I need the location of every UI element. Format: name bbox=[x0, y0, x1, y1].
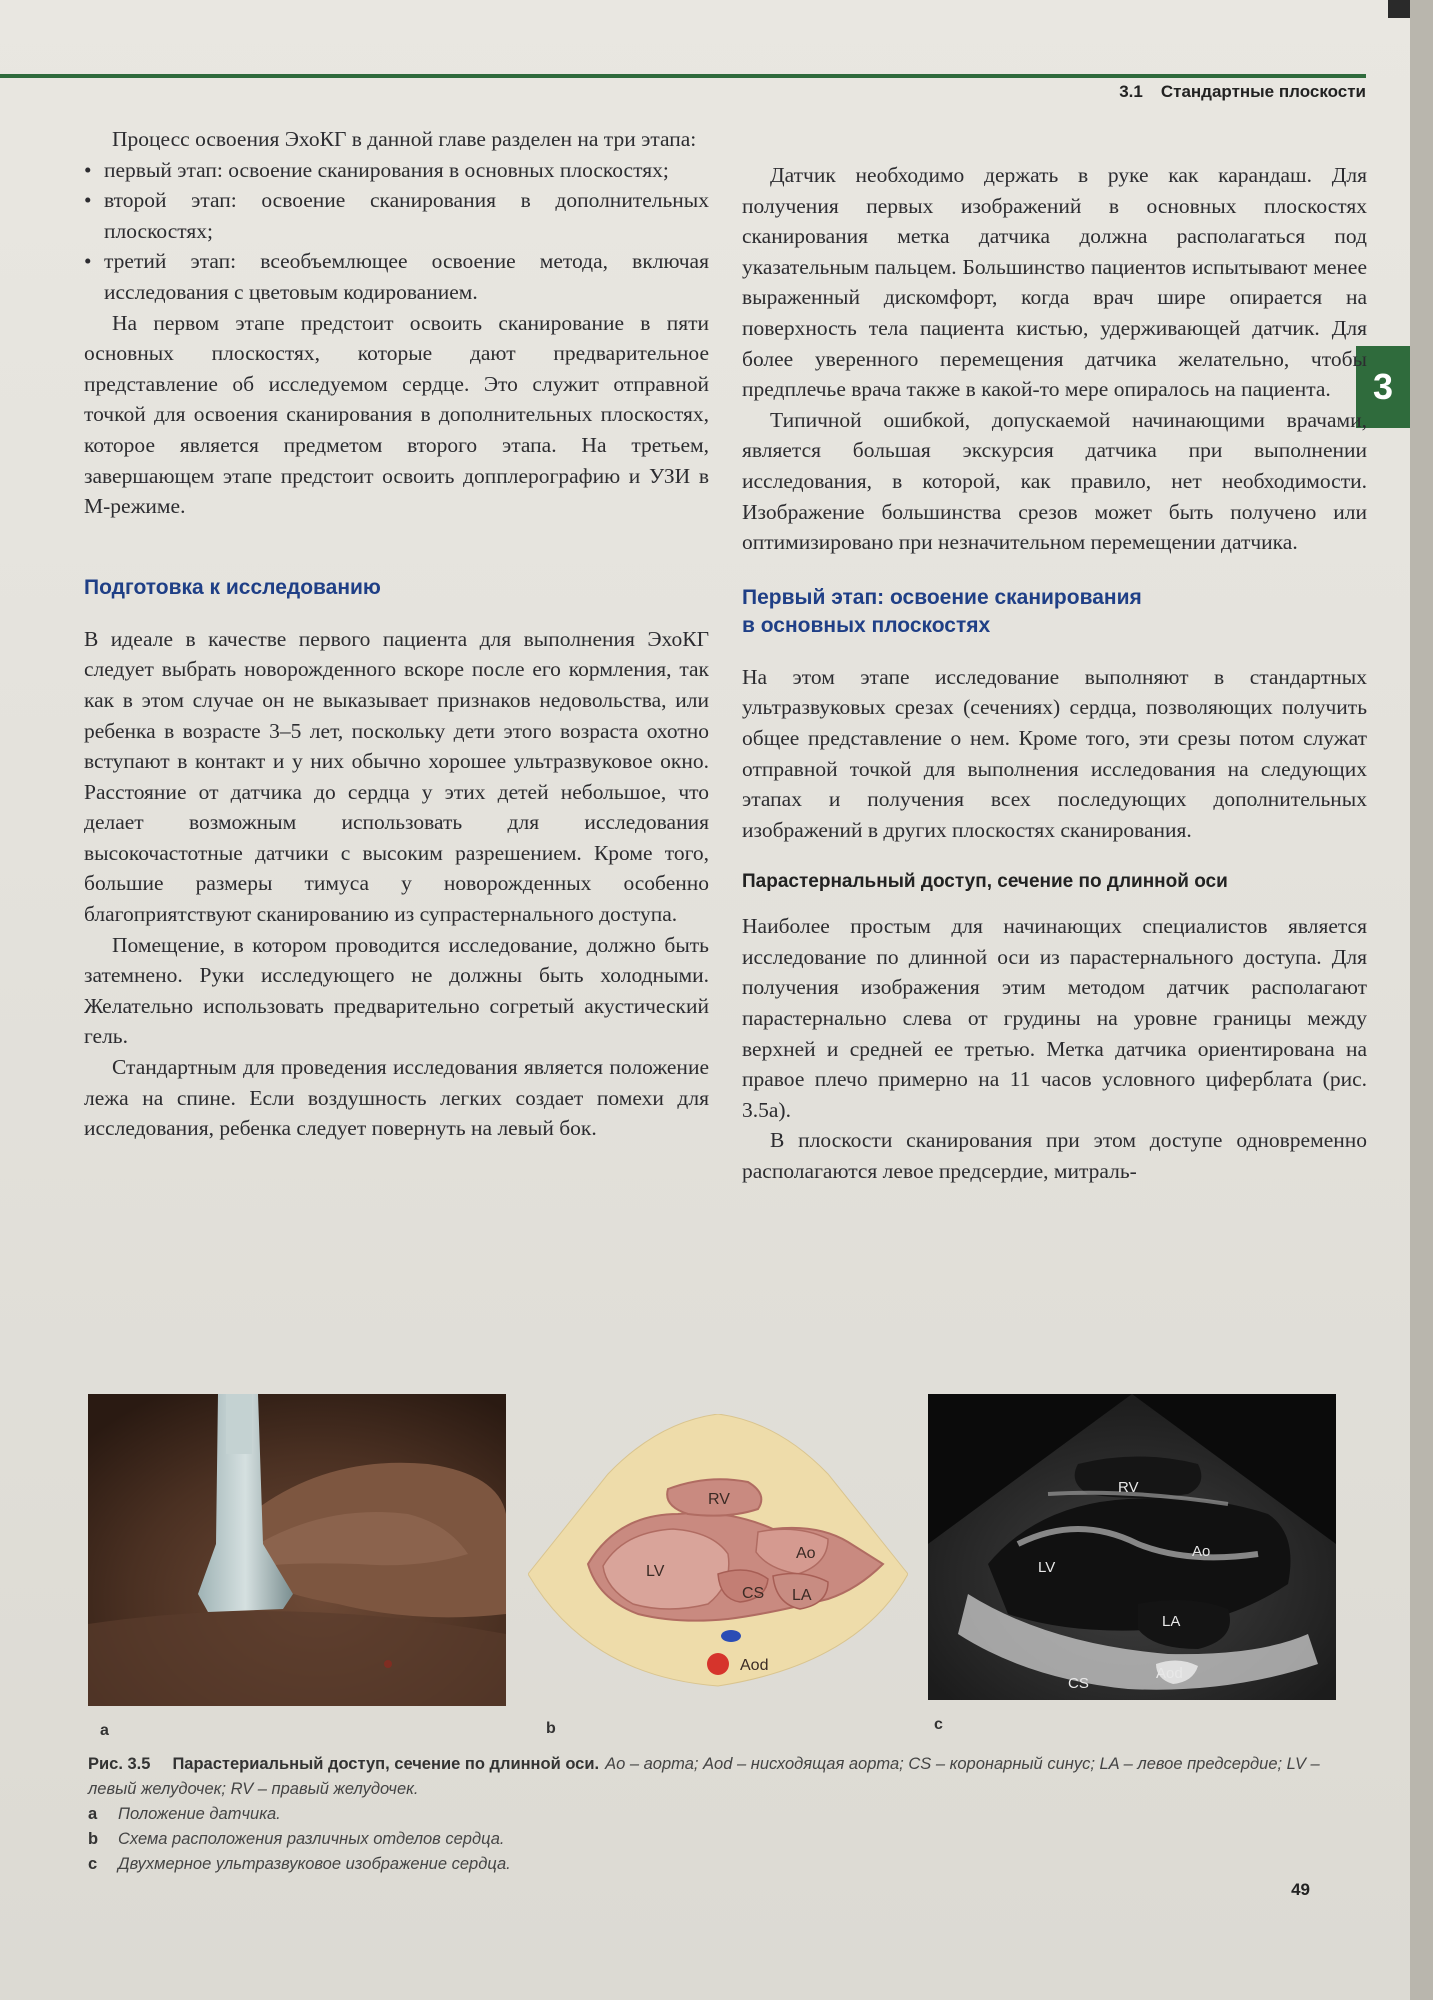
figure-letter-a: a bbox=[100, 1722, 109, 1739]
paragraph: Стандартным для проведения исследования является положение лежа на спине. Если воздушность легких создает помехи для исследования, ребенка следует повернуть на левый бок. bbox=[84, 1055, 709, 1141]
caption-sub-letter: a bbox=[88, 1805, 98, 1823]
label-aod: Aod bbox=[740, 1657, 769, 1674]
paragraph: Типичной ошибкой, допускаемой начинающими врачами, является большая экскурсия датчика при выполнении исследования, в которой, как правило, нет необходимости. Изображение большинства срезов может быть получено или оптимизировано при незначительном перемещении датчика. bbox=[742, 407, 1367, 555]
header-rule bbox=[0, 74, 1366, 78]
caption-sub bbox=[88, 1827, 1348, 1852]
figure-letter-c: c bbox=[934, 1716, 943, 1733]
chapter-tab: 3 bbox=[1356, 346, 1410, 428]
caption-sub bbox=[88, 1802, 1348, 1827]
probe-photo-illustration bbox=[88, 1394, 506, 1706]
echo-label-lv: LV bbox=[1038, 1559, 1056, 1576]
caption-text: Ao – аорта; Aod – нисходящая аорта; CS – коронарный синус; LA – левое предсердие; LV – левый желудочек; RV – правый желудочек. bbox=[88, 1755, 1320, 1798]
running-header bbox=[1119, 82, 1366, 102]
label-ao: Ao bbox=[796, 1545, 816, 1562]
caption-sub-text: Положение датчика. bbox=[118, 1805, 281, 1823]
paragraph: В плоскости сканирования при этом доступе одновременно располагаются левое предсердие, митраль- bbox=[742, 1128, 1367, 1184]
caption-sub-text: Двухмерное ультразвуковое изображение сердца. bbox=[118, 1855, 511, 1873]
paragraph: Датчик необходимо держать в руке как карандаш. Для получения первых изображений в основных плоскостях сканирования метка датчика должна располагаться под указательным пальцем. Большинство пациентов испытывают менее выраженный дискомфорт, когда врач шире опирается на поверхность тела пациента кистью, удерживающей датчик. Для более уверенного перемещения датчика желательно, чтобы предплечье врача также в какой-то мере опиралось на пациента. bbox=[742, 163, 1367, 402]
label-lv: LV bbox=[646, 1563, 665, 1580]
paragraph: В идеале в качестве первого пациента для выполнения ЭхоКГ следует выбрать новорожденного вскоре после его кормления, так как в этом случае он не выказывает признаков недовольства, или ребенка в возрасте 3–5 лет, поскольку дети этого возраста охотно вступают в контакт и у них обычно хорошее ультразвуковое окно. Расстояние от датчика до сердца у этих детей небольшое, что делает возможным использовать для исследования высокочастотные датчики с высоким разрешением. Кроме того, большие размеры тимуса у новорожденных особенно благоприятствуют сканированию из супрастернального доступа. bbox=[84, 626, 709, 927]
caption-sub bbox=[88, 1852, 1348, 1877]
figure-heart-diagram bbox=[528, 1414, 908, 1694]
label-rv: RV bbox=[708, 1491, 730, 1508]
intro-paragraph: Процесс освоения ЭхоКГ в данной главе разделен на три этапа: bbox=[112, 127, 697, 151]
echo-label-ao: Ao bbox=[1192, 1543, 1211, 1560]
paragraph: На первом этапе предстоит освоить сканирование в пяти основных плоскостях, которые дают предварительное представление об исследуемом сердце. Это служит отправной точкой для освоения сканирования в дополнительных плоскостях, которое является предметом второго этапа. На третьем, завершающем этапе предстоит освоить допплерографию и УЗИ в М-режиме. bbox=[84, 310, 709, 519]
paragraph: На этом этапе исследование выполняют в стандартных ультразвуковых срезах (сечениях) сердца, позволяющих получить общее представление о нем. Кроме того, эти срезы потом служат отправной точкой для выполнения исследования на следующих этапах и получения всех последующих дополнительных изображений в других плоскостях сканирования. bbox=[742, 664, 1367, 842]
section-number: 3.1 bbox=[1119, 82, 1143, 101]
subsection-heading: Парастернальный доступ, сечение по длинной оси bbox=[742, 871, 1228, 893]
figure-echo-image bbox=[928, 1394, 1336, 1700]
heart-schematic bbox=[528, 1414, 908, 1694]
heading-line: Первый этап: освоение сканирования bbox=[742, 585, 1142, 609]
list-item: • первый этап: освоение сканирования в основных плоскостях; bbox=[84, 155, 709, 186]
figure-letter-b: b bbox=[546, 1720, 556, 1737]
label-cs: CS bbox=[742, 1585, 765, 1602]
caption-sub-letter: b bbox=[88, 1830, 99, 1848]
echo-label-rv: RV bbox=[1118, 1479, 1139, 1496]
stage-list bbox=[84, 155, 709, 308]
section-heading bbox=[742, 584, 1367, 640]
echo-label-cs: CS bbox=[1068, 1675, 1089, 1692]
list-item: • третий этап: всеобъемлющее освоение метода, включая исследования с цветовым кодированием. bbox=[84, 246, 709, 307]
label-la: LA bbox=[792, 1587, 812, 1604]
section-heading: Подготовка к исследованию bbox=[84, 575, 381, 599]
echo-label-la: LA bbox=[1162, 1613, 1181, 1630]
paragraph: Наиболее простым для начинающих специалистов является исследование по длинной оси из парастернального доступа. Для получения изображения этим методом датчик располагают парастернально слева от грудины на уровне границы между верхней и средней ее третью. Метка датчика ориентирована на правое плечо примерно на 11 часов условного циферблата (рис. 3.5a). bbox=[742, 914, 1367, 1122]
heading-line: в основных плоскостях bbox=[742, 613, 991, 637]
echo-label-aod: Aod bbox=[1156, 1665, 1183, 1682]
figure-photo-probe bbox=[88, 1394, 506, 1706]
paragraph: Помещение, в котором проводится исследование, должно быть затемнено. Руки исследующего не должны быть холодными. Желательно использовать предварительно согретый акустический гель. bbox=[84, 932, 709, 1049]
right-column bbox=[742, 160, 1367, 1187]
figure-caption bbox=[88, 1752, 1348, 1877]
echo-scan bbox=[928, 1394, 1336, 1700]
left-column bbox=[84, 124, 709, 1144]
caption-title: Парастериальный доступ, сечение по длинной оси. bbox=[172, 1755, 600, 1773]
corner-mark bbox=[1388, 0, 1410, 18]
list-item: • второй этап: освоение сканирования в дополнительных плоскостях; bbox=[84, 185, 709, 246]
caption-sub-letter: c bbox=[88, 1855, 98, 1873]
section-title: Стандартные плоскости bbox=[1160, 82, 1366, 101]
page-number: 49 bbox=[1291, 1880, 1310, 1899]
caption-id: Рис. 3.5 bbox=[88, 1755, 151, 1773]
caption-sub-text: Схема расположения различных отделов сердца. bbox=[118, 1830, 505, 1848]
